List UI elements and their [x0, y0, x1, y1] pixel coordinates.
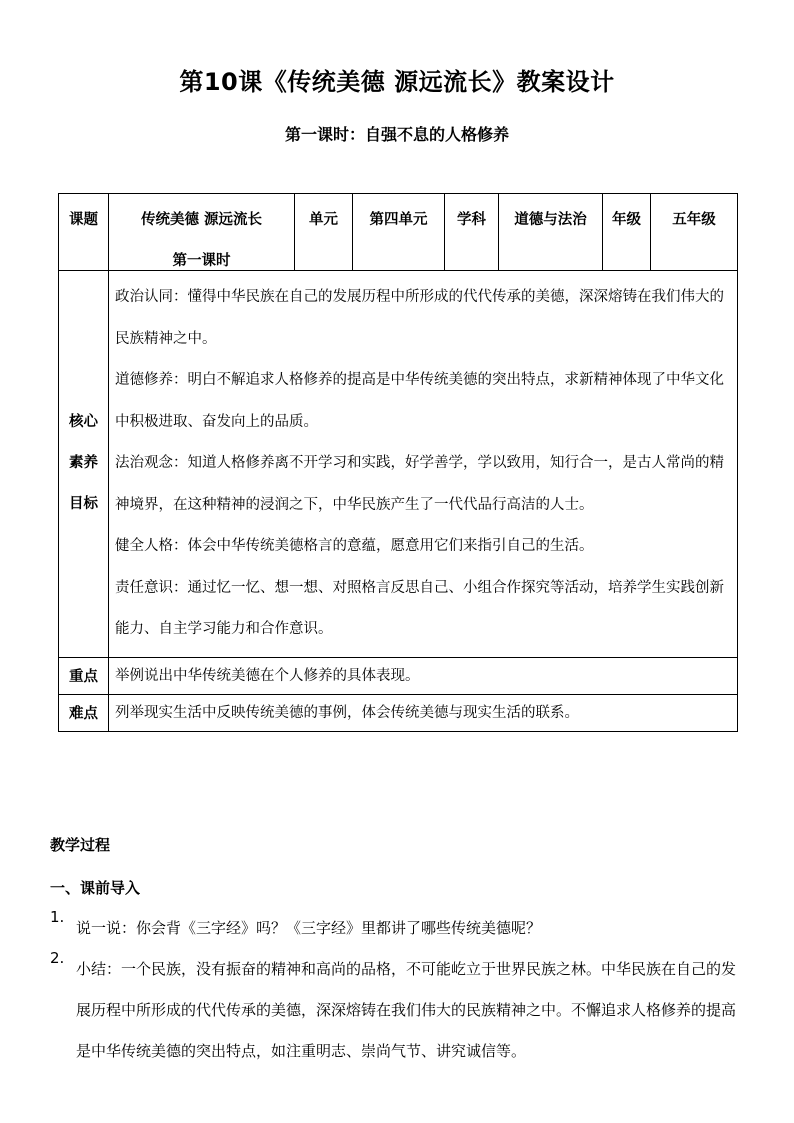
process-list	[50, 908, 750, 1072]
difficulty-label: 难点	[59, 694, 109, 731]
list-text: 说一说：你会背《三字经》吗？《三字经》里都讲了哪些传统美德呢？	[76, 919, 542, 937]
list-number: 1.	[50, 908, 65, 926]
subject-value: 道德与法治	[499, 194, 603, 271]
key-point-content: 举例说出中华传统美德在个人修养的具体表现。	[109, 657, 738, 694]
unit-label: 单元	[295, 194, 353, 271]
section-heading: 一、课前导入	[50, 879, 141, 897]
list-number: 2.	[50, 949, 65, 967]
table-row-core-goals	[59, 271, 738, 658]
goal-item: 政治认同：懂得中华民族在自己的发展历程中所形成的代代传承的美德，深深熔铸在我们伟大的民族精神之中。	[115, 289, 724, 347]
goal-item: 健全人格：体会中华传统美德格言的意蕴，愿意用它们来指引自己的生活。	[115, 538, 594, 554]
lesson-plan-table	[58, 193, 738, 732]
core-goals-label: 核心 素养 目标	[59, 271, 109, 658]
grade-value: 五年级	[651, 194, 738, 271]
key-point-label: 重点	[59, 657, 109, 694]
page-title: 第10课《传统美德 源远流长》教案设计	[179, 68, 615, 96]
process-heading: 教学过程	[50, 836, 111, 854]
goal-item: 道德修养：明白不解追求人格修养的提高是中华传统美德的突出特点，求新精神体现了中华文化中积极进取、奋发向上的品质。	[115, 372, 724, 430]
difficulty-content: 列举现实生活中反映传统美德的事例，体会传统美德与现实生活的联系。	[109, 694, 738, 731]
grade-label: 年级	[603, 194, 651, 271]
core-goals-content	[109, 271, 738, 658]
topic-value: 传统美德 源远流长 第一课时	[109, 194, 295, 271]
subject-label: 学科	[445, 194, 499, 271]
page-subtitle: 第一课时：自强不息的人格修养	[284, 125, 509, 144]
goal-item: 责任意识：通过忆一忆、想一想、对照格言反思自己、小组合作探究等活动，培养学生实践创新能力、自主学习能力和合作意识。	[115, 579, 724, 637]
unit-value: 第四单元	[353, 194, 445, 271]
table-row-header	[59, 194, 738, 271]
table-row-difficulty	[59, 694, 738, 731]
list-item	[50, 949, 750, 1072]
list-item	[50, 908, 750, 949]
list-text: 小结：一个民族，没有振奋的精神和高尚的品格，不可能屹立于世界民族之林。中华民族在自己的发展历程中所形成的代代传承的美德，深深熔铸在我们伟大的民族精神之中。不懈追求人格修养的提高是中华传统美德的突出特点，如注重明志、崇尚气节、讲究诚信等。	[76, 960, 737, 1060]
table-row-key-point	[59, 657, 738, 694]
goal-item: 法治观念：知道人格修养离不开学习和实践，好学善学，学以致用，知行合一，是古人常尚的精神境界，在这种精神的浸润之下，中华民族产生了一代代品行高洁的人士。	[115, 455, 724, 513]
topic-label: 课题	[59, 194, 109, 271]
